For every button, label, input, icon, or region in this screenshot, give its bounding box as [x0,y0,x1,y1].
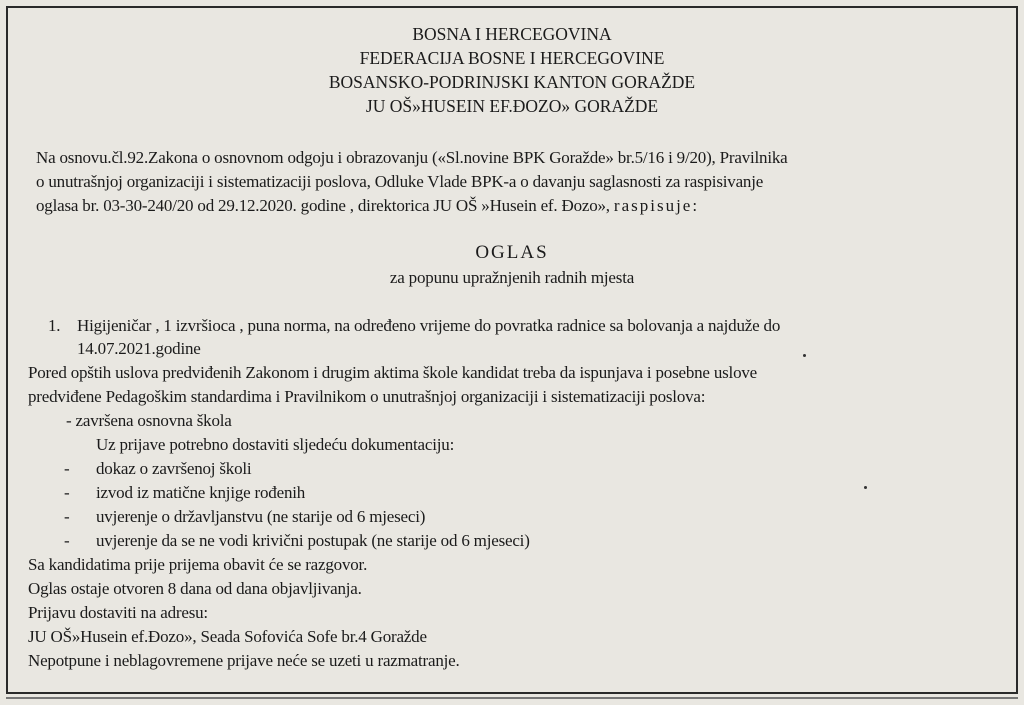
conditions-line-2: predviđene Pedagoškim standardima i Pravilnikom o unutrašnjoj organizaciji i sistematizaciji poslova: [28,387,706,406]
notice-title: OGLAS [475,242,549,263]
intro-line-1: Na osnovu.čl.92.Zakona o osnovnom odgoju i obrazovanju («Sl.novine BPK Goražde» br.5/16 i 9/20), Pravilnika [36,148,788,167]
print-speck [803,354,806,357]
intro-line-3-text: oglasa br. 03-30-240/20 od 29.12.2020. godine , direktorica JU OŠ »Husein ef. Đozo», [36,196,610,215]
intro-line-3 [36,196,699,216]
raspisuje-word: raspisuje: [613,196,700,215]
document-bullet: - [64,507,70,526]
header-federation: FEDERACIJA BOSNE I HERCEGOVINE [359,48,665,68]
document-item: dokaz o završenoj školi [96,459,252,478]
position-line-1: Higijeničar , 1 izvršioca , puna norma, na određeno vrijeme do povratka radnice sa bolovanja a najduže do [77,316,781,335]
document-item: uvjerenje o državljanstvu (ne starije od 6 mjeseci) [96,507,426,526]
address-value: JU OŠ»Husein ef.Đozo», Seada Sofovića Sofe br.4 Goražde [28,627,427,646]
documents-intro: Uz prijave potrebno dostaviti sljedeću dokumentaciju: [96,435,455,454]
interview-note: Sa kandidatima prije prijema obavit će se razgovor. [28,555,368,574]
print-speck [864,486,867,489]
open-duration-note: Oglas ostaje otvoren 8 dana od dana objavljivanja. [28,579,362,598]
notice-subtitle: za popunu upražnjenih radnih mjesta [389,268,635,287]
document-bullet: - [64,483,70,502]
intro-line-2: o unutrašnjoj organizaciji i sistematizaciji poslova, Odluke Vlade BPK-a o davanju saglasnosti za raspisivanje [36,172,764,191]
document-item: uvjerenje da se ne vodi krivični postupak (ne starije od 6 mjeseci) [96,531,530,550]
position-line-2: 14.07.2021.godine [77,339,201,358]
position-number: 1. [48,316,61,335]
document-bullet: - [64,531,70,550]
bottom-divider [6,697,1018,699]
requirement-item: - završena osnovna škola [66,411,232,430]
header-country: BOSNA I HERCEGOVINA [412,24,612,44]
header-canton: BOSANSKO-PODRINJSKI KANTON GORAŽDE [328,72,696,92]
address-label: Prijavu dostaviti na adresu: [28,603,208,622]
document-item: izvod iz matične knjige rođenih [96,483,306,502]
conditions-line-1: Pored opštih uslova predviđenih Zakonom i drugim aktima škole kandidat treba da ispunjava i posebne uslove [28,363,758,382]
document-bullet: - [64,459,70,478]
header-school: JU OŠ»HUSEIN EF.ĐOZO» GORAŽDE [365,96,659,116]
incomplete-applications-note: Nepotpune i neblagovremene prijave neće se uzeti u razmatranje. [28,651,460,670]
